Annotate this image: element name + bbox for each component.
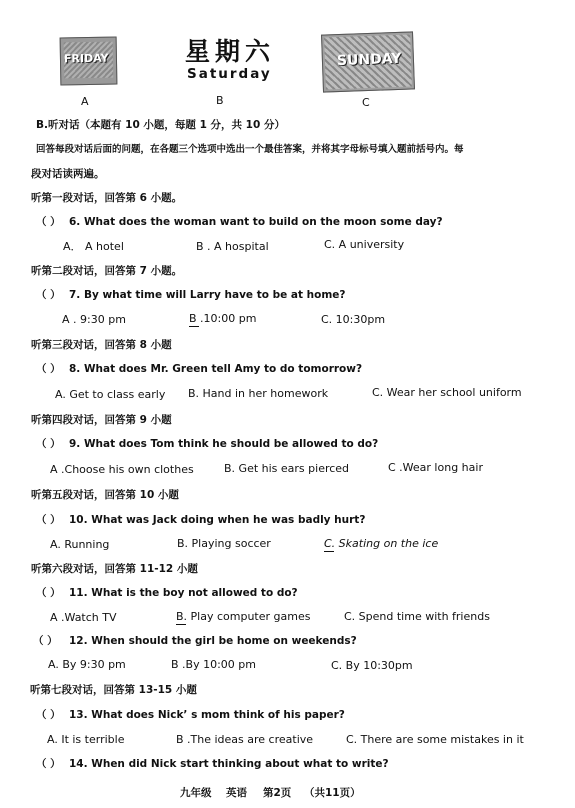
question-7-text: 7. By what time will Larry have to be at home? — [69, 289, 346, 301]
question-10-text: 10. What was Jack doing when he was badly hurt? — [69, 514, 366, 526]
footer-page-number: 第2页 — [263, 787, 292, 799]
question-12-option-c: C. By 10:30pm — [331, 659, 413, 672]
section-b-instruction-1: 回答每段对话后面的问题，在各题三个选项中选出一个最佳答案，并将其字母标号填入题前括号内。每 — [36, 144, 464, 155]
question-9-option-a: A .Choose his own clothes — [50, 463, 194, 476]
section-b-instruction-2: 段对话读两遍。 — [31, 168, 105, 180]
question-10-paren: （ ） — [36, 514, 61, 526]
question-12-option-a: A. By 9:30 pm — [48, 658, 126, 671]
question-9-text: 9. What does Tom think he should be allowed to do? — [69, 438, 379, 450]
question-8-paren: （ ） — [36, 363, 61, 375]
dialog-2-heading: 听第二段对话，回答第 7 小题。 — [31, 265, 183, 277]
question-14-paren: （ ） — [36, 758, 61, 770]
question-6-option-a: A． A hotel — [63, 240, 124, 253]
question-10-option-a: A. Running — [50, 538, 110, 551]
question-12-option-b: B .By 10:00 pm — [171, 658, 256, 671]
label-c: C — [362, 96, 370, 109]
footer-subject: 英语 — [226, 787, 247, 799]
question-8-text: 8. What does Mr. Green tell Amy to do tomorrow? — [69, 363, 363, 375]
sunday-sign-text: SUNDAY — [336, 50, 402, 70]
dialog-7-heading: 听第七段对话，回答第 13-15 小题 — [30, 684, 197, 696]
dialog-1-heading: 听第一段对话，回答第 6 小题。 — [31, 192, 183, 204]
dialog-3-heading: 听第三段对话，回答第 8 小题 — [31, 339, 172, 351]
question-13-option-c: C. There are some mistakes in it — [346, 733, 524, 746]
section-b-heading: B.听对话（本题有 10 小题，每题 1 分，共 10 分） — [36, 119, 285, 131]
question-6-paren: （ ） — [36, 216, 61, 228]
title-english: Saturday — [187, 66, 272, 82]
question-7-paren: （ ） — [36, 289, 61, 301]
footer-total-pages: （共11页） — [304, 787, 361, 799]
question-13-option-b: B .The ideas are creative — [176, 733, 314, 746]
question-13-text: 13. What does Nick’ s mom think of his paper? — [69, 709, 345, 721]
question-8-option-c: C. Wear her school uniform — [372, 386, 522, 399]
footer-grade: 九年级 — [180, 787, 212, 799]
question-11-option-a: A .Watch TV — [50, 611, 117, 624]
question-12-text: 12. When should the girl be home on weekends? — [69, 635, 357, 647]
question-10-option-b: B. Playing soccer — [177, 537, 271, 550]
question-11-text: 11. What is the boy not allowed to do? — [69, 587, 298, 599]
question-7-option-b: B .10:00 pm — [189, 312, 257, 325]
friday-sign-image — [60, 37, 118, 86]
question-8-option-a: A. Get to class early — [55, 388, 166, 401]
question-6-text: 6. What does the woman want to build on the moon some day? — [69, 216, 443, 228]
question-14-text: 14. When did Nick start thinking about what to write? — [69, 758, 389, 770]
question-9-option-b: B. Get his ears pierced — [224, 462, 350, 475]
question-10-option-c-mark — [324, 551, 334, 552]
question-11-option-b: B. Play computer games — [176, 610, 311, 623]
question-11-option-c: C. Spend time with friends — [344, 610, 490, 623]
question-7-option-b-mark — [189, 326, 199, 327]
friday-sign-text: FRIDAY — [63, 51, 109, 66]
question-7-option-c: C. 10:30pm — [321, 313, 386, 326]
question-12-paren: （ ） — [33, 635, 58, 647]
question-6-option-b: B . A hospital — [196, 240, 269, 253]
question-7-option-a: A . 9:30 pm — [62, 313, 126, 326]
question-11-paren: （ ） — [36, 587, 61, 599]
sunday-sign-image — [321, 31, 415, 92]
question-9-paren: （ ） — [36, 438, 61, 450]
question-10-option-c: C. Skating on the ice — [324, 537, 439, 550]
dialog-4-heading: 听第四段对话，回答第 9 小题 — [31, 414, 172, 426]
question-6-option-c: C. A university — [324, 238, 405, 251]
question-13-paren: （ ） — [36, 709, 61, 721]
label-a: A — [81, 95, 89, 108]
question-11-option-b-mark — [176, 624, 186, 625]
question-13-option-a: A. It is terrible — [47, 733, 125, 746]
dialog-6-heading: 听第六段对话，回答第 11-12 小题 — [31, 563, 198, 575]
label-b: B — [216, 94, 224, 107]
question-9-option-c: C .Wear long hair — [388, 461, 483, 474]
dialog-5-heading: 听第五段对话，回答第 10 小题 — [31, 489, 179, 501]
title-chinese: 星期六 — [185, 37, 276, 66]
question-8-option-b: B. Hand in her homework — [188, 387, 329, 400]
